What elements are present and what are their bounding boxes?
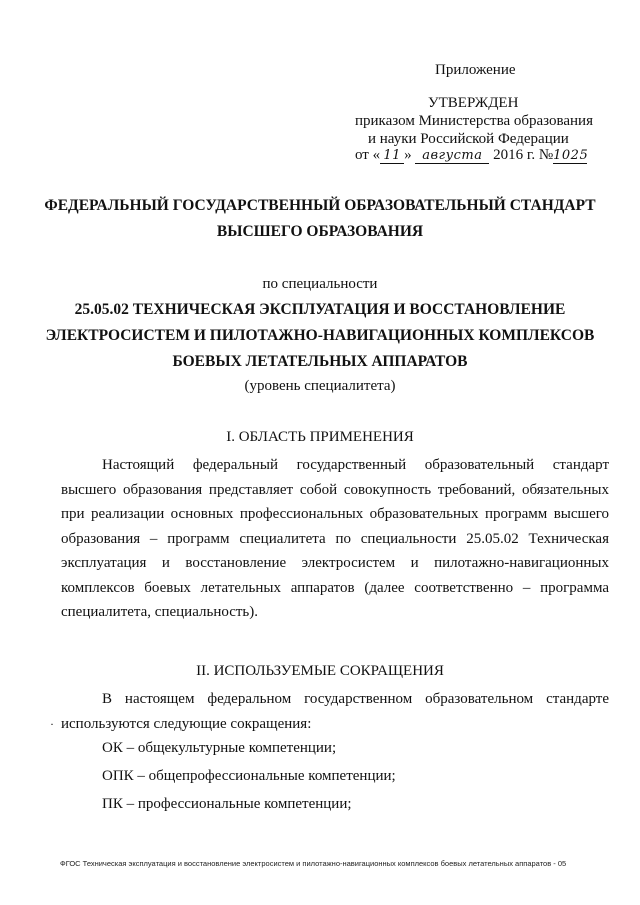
date-mid: » xyxy=(404,147,412,163)
paragraph-line: образования – программ специалитета по специальности 25.05.02 Техническая xyxy=(61,530,609,547)
title-line-1: ФЕДЕРАЛЬНЫЙ ГОСУДАРСТВЕННЫЙ ОБРАЗОВАТЕЛЬНЫЙ СТАНДАРТ xyxy=(44,197,596,214)
paragraph-line: Настоящий федеральный государственный образовательный стандарт xyxy=(102,457,609,473)
specialty-line-3: БОЕВЫХ ЛЕТАТЕЛЬНЫХ АППАРАТОВ xyxy=(172,353,468,370)
paragraph-line: В настоящем федеральном государственном образовательном стандарте xyxy=(102,691,609,707)
specialty-level: (уровень специалитета) xyxy=(244,378,396,394)
order-date-line xyxy=(355,147,587,164)
paragraph-line: комплексов боевых летательных аппаратов (далее соответственно – программа xyxy=(61,579,609,596)
specialty-line-2: ЭЛЕКТРОСИСТЕМ И ПИЛОТАЖНО-НАВИГАЦИОННЫХ КОМПЛЕКСОВ xyxy=(45,327,595,344)
date-year: 2016 г. № xyxy=(493,147,554,163)
paragraph-line: при реализации основных профессиональных образовательных программ высшего xyxy=(61,506,609,522)
page-footer: ФГОС Техническая эксплуатация и восстановление электросистем и пилотажно-навигационных комплексов боевых летательных аппаратов - 05 xyxy=(60,859,567,868)
section-2-paragraph xyxy=(61,687,609,736)
specialty-line-1: 25.05.02 ТЕХНИЧЕСКАЯ ЭКСПЛУАТАЦИЯ И ВОССТАНОВЛЕНИЕ xyxy=(74,301,566,318)
paragraph-line: высшего образования представляет собой совокупность требований, обязательных xyxy=(61,481,609,498)
date-prefix: от « xyxy=(355,147,381,163)
section-2-heading: II. ИСПОЛЬЗУЕМЫЕ СОКРАЩЕНИЯ xyxy=(196,663,444,679)
order-line-2: и науки Российской Федерации xyxy=(368,131,569,147)
paragraph-line: специалитета, специальность). xyxy=(61,604,259,620)
list-item: ОПК – общепрофессиональные компетенции; xyxy=(102,768,396,784)
order-number: 1025 xyxy=(553,148,589,163)
list-item: ОК – общекультурные компетенции; xyxy=(102,740,337,756)
paragraph-line: эксплуатация и восстановление электросистем и пилотажно-навигационных xyxy=(61,555,609,571)
date-month: августа xyxy=(415,149,489,164)
section-1-paragraph xyxy=(61,453,609,625)
title-line-2: ВЫСШЕГО ОБРАЗОВАНИЯ xyxy=(216,223,424,240)
date-day: 11 xyxy=(380,149,404,164)
approved-label: УТВЕРЖДЕН xyxy=(428,95,519,111)
section-1-heading: I. ОБЛАСТЬ ПРИМЕНЕНИЯ xyxy=(226,429,414,445)
list-item: ПК – профессиональные компетенции; xyxy=(102,796,352,812)
appendix-label: Приложение xyxy=(435,62,516,78)
margin-mark: · xyxy=(50,717,54,731)
order-line-1: приказом Министерства образования xyxy=(355,113,593,129)
paragraph-line: используются следующие сокращения: xyxy=(61,715,312,732)
specialty-intro: по специальности xyxy=(262,276,378,292)
